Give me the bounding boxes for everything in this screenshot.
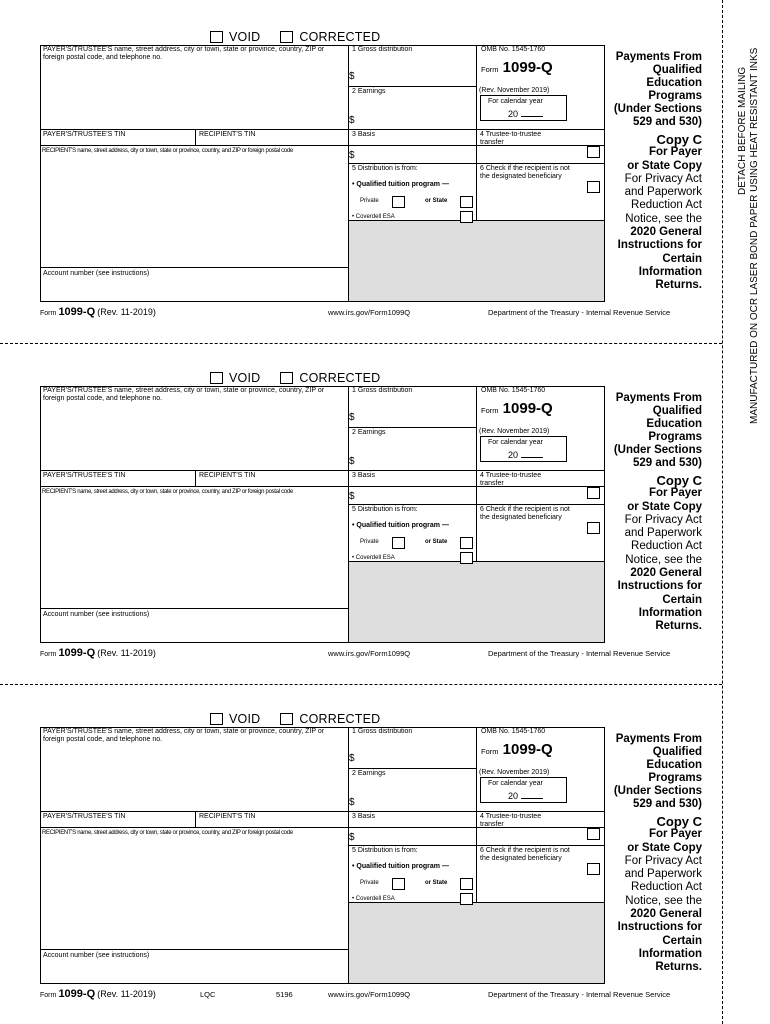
cal-year[interactable]	[508, 109, 543, 119]
footer-rev: (Rev. 11-2019)	[97, 648, 156, 658]
cal-year-label: For calendar year	[488, 98, 543, 105]
recipient-tin-label: RECIPIENT'S TIN	[199, 472, 256, 479]
corrected-checkbox[interactable]	[280, 713, 293, 725]
private-checkbox[interactable]	[392, 537, 405, 549]
footer-dept: Department of the Treasury - Internal Revenue Service	[488, 990, 671, 999]
footer-url[interactable]: www.irs.gov/Form1099Q	[328, 649, 411, 658]
copy-line: Information	[638, 265, 702, 278]
account-label: Account number (see instructions)	[43, 611, 150, 618]
description-line: (Under Sections	[613, 444, 702, 456]
coverdell-checkbox[interactable]	[460, 893, 473, 905]
copy-line: For Privacy Act	[624, 172, 702, 185]
box4-label: 4 Trustee-to-trustee transfer	[480, 131, 542, 146]
box5-label: 5 Distribution is from:	[352, 506, 418, 513]
box5-private-label: Private	[360, 539, 379, 545]
form-header	[210, 370, 400, 386]
footer-form	[40, 306, 156, 318]
footer-url[interactable]: www.irs.gov/Form1099Q	[328, 990, 411, 999]
box6-label: 6 Check if the recipient is not the designated beneficiary	[480, 847, 570, 862]
corrected-label: CORRECTED	[299, 371, 381, 385]
copy-line: For Payer	[648, 487, 702, 500]
copy-line: and Paperwork	[624, 527, 702, 540]
copy-line: Reduction Act	[631, 199, 702, 212]
box2-dollar: $	[349, 115, 355, 126]
copy-line: Copy C	[656, 814, 702, 829]
recipient-name-field[interactable]	[41, 839, 347, 947]
box6-label: 6 Check if the recipient is not the designated beneficiary	[480, 165, 570, 180]
box5-label: 5 Distribution is from:	[352, 847, 418, 854]
void-checkbox[interactable]	[210, 713, 223, 725]
box5-qtp: • Qualified tuition program —	[352, 181, 449, 188]
recipient-tin-label: RECIPIENT'S TIN	[199, 813, 256, 820]
recipient-name-label: RECIPIENT'S name, street address, city or town, state or province, country, and ZIP or foreign postal code	[42, 830, 293, 836]
description-line: Payments From	[615, 733, 702, 745]
form-header	[210, 711, 400, 727]
corrected-checkbox[interactable]	[280, 31, 293, 43]
coverdell-checkbox[interactable]	[460, 211, 473, 223]
box2-label: 2 Earnings	[352, 770, 386, 777]
box5-private-label: Private	[360, 880, 379, 886]
box1-label: 1 Gross distribution	[352, 728, 413, 735]
corrected-label: CORRECTED	[299, 30, 381, 44]
box1-dollar: $	[349, 71, 355, 82]
footer-dept: Department of the Treasury - Internal Revenue Service	[488, 308, 671, 317]
description-line: Education	[646, 759, 702, 771]
box5-state-label: or State	[425, 880, 448, 886]
box1-label: 1 Gross distribution	[352, 46, 413, 53]
description-line: Qualified	[652, 64, 702, 76]
form-description	[614, 51, 702, 129]
copy-line: Certain	[662, 593, 702, 606]
description-line: Programs	[648, 90, 702, 102]
payer-name-field[interactable]	[41, 404, 347, 469]
footer-form-name: 1099-Q	[58, 988, 96, 1000]
omb-number: OMB No. 1545-1760	[481, 46, 546, 53]
box6-checkbox[interactable]	[587, 863, 600, 875]
box1-field[interactable]	[358, 398, 474, 426]
void-checkbox[interactable]	[210, 372, 223, 384]
form-title	[481, 400, 553, 417]
box1-field[interactable]	[358, 57, 474, 85]
footer-code: 5196	[276, 990, 293, 999]
recipient-name-field[interactable]	[41, 498, 347, 606]
box6-checkbox[interactable]	[587, 181, 600, 193]
form-description	[614, 392, 702, 470]
state-checkbox[interactable]	[460, 878, 473, 890]
form-1099q-copy-1	[40, 29, 702, 329]
box5-label: 5 Distribution is from:	[352, 165, 418, 172]
box5-qtp: • Qualified tuition program —	[352, 863, 449, 870]
copy-line: Certain	[662, 252, 702, 265]
recipient-name-label: RECIPIENT'S name, street address, city or town, state or province, country, and ZIP or foreign postal code	[42, 489, 293, 495]
box6-label: 6 Check if the recipient is not the designated beneficiary	[480, 506, 570, 521]
copy-line: Returns.	[655, 620, 702, 633]
copy-line: Instructions for	[617, 921, 702, 934]
box6-checkbox[interactable]	[587, 522, 600, 534]
copy-line: Information	[638, 606, 702, 619]
payer-tin-label: PAYER'S/TRUSTEE'S TIN	[43, 472, 126, 479]
form-title	[481, 741, 553, 758]
account-field[interactable]	[41, 961, 347, 983]
copy-line: For Payer	[648, 828, 702, 841]
payer-name-label: PAYER'S/TRUSTEE'S name, street address, city or town, state or province, country, ZIP or foreign postal code, and telephone no.	[43, 46, 325, 61]
box2-field[interactable]	[358, 99, 474, 128]
state-checkbox[interactable]	[460, 196, 473, 208]
private-checkbox[interactable]	[392, 196, 405, 208]
description-line: 529 and 530)	[632, 116, 702, 128]
account-field[interactable]	[41, 279, 347, 301]
box4-checkbox[interactable]	[587, 828, 600, 840]
description-line: Programs	[648, 431, 702, 443]
account-label: Account number (see instructions)	[43, 270, 150, 277]
description-line: Payments From	[615, 392, 702, 404]
footer-form-prefix: Form	[40, 310, 57, 317]
copy-line: Notice, see the	[625, 553, 702, 566]
cut-line-vertical	[722, 0, 723, 1024]
copy-line: Notice, see the	[625, 212, 702, 225]
copy-line: Reduction Act	[631, 881, 702, 894]
copy-line: Instructions for	[617, 580, 702, 593]
description-line: Education	[646, 418, 702, 430]
copy-line: Certain	[662, 934, 702, 947]
footer-form-name: 1099-Q	[58, 306, 96, 318]
manufactured-text: MANUFACTURED ON OCR LASER BOND PAPER USING HEAT RESISTANT INKS	[749, 47, 760, 424]
box5-coverdell-label: • Coverdell ESA	[352, 555, 395, 561]
box5-coverdell-label: • Coverdell ESA	[352, 214, 395, 220]
copy-line: and Paperwork	[624, 186, 702, 199]
copy-line: and Paperwork	[624, 868, 702, 881]
form-1099q-copy-3	[40, 711, 702, 1011]
cal-year-value: 20	[508, 791, 519, 801]
cal-year-label: For calendar year	[488, 780, 543, 787]
shaded-area	[349, 561, 604, 642]
box1-field[interactable]	[358, 739, 474, 767]
box2-field[interactable]	[358, 781, 474, 810]
box5-private-label: Private	[360, 198, 379, 204]
copy-c-instructions	[618, 474, 702, 634]
copy-line: For Payer	[648, 146, 702, 159]
corrected-checkbox[interactable]	[280, 372, 293, 384]
box5-state-label: or State	[425, 198, 448, 204]
account-label: Account number (see instructions)	[43, 952, 150, 959]
omb-number: OMB No. 1545-1760	[481, 387, 546, 394]
detach-text: DETACH BEFORE MAILING	[737, 66, 748, 195]
form-name: 1099-Q	[502, 741, 553, 758]
copy-c-instructions	[618, 815, 702, 975]
copy-line: For Privacy Act	[624, 854, 702, 867]
footer-rev: (Rev. 11-2019)	[97, 989, 156, 999]
footer-form-prefix: Form	[40, 651, 57, 658]
form-name: 1099-Q	[502, 59, 553, 76]
footer-rev: (Rev. 11-2019)	[97, 307, 156, 317]
copy-line: 2020 General	[630, 908, 702, 921]
box2-field[interactable]	[358, 440, 474, 469]
box4-label: 4 Trustee-to-trustee transfer	[480, 472, 542, 487]
form-1099q-copy-2	[40, 370, 702, 670]
form-prefix: Form	[481, 406, 499, 415]
description-line: 529 and 530)	[632, 457, 702, 469]
payer-name-field[interactable]	[41, 745, 347, 810]
form-title	[481, 59, 553, 76]
cut-line-2	[0, 684, 722, 685]
box3-label: 3 Basis	[352, 813, 375, 820]
box2-dollar: $	[349, 797, 355, 808]
copy-line: Returns.	[655, 961, 702, 974]
copy-line: Instructions for	[617, 239, 702, 252]
description-line: (Under Sections	[613, 103, 702, 115]
void-checkbox[interactable]	[210, 31, 223, 43]
description-line: Programs	[648, 772, 702, 784]
footer-form	[40, 647, 156, 659]
form-footer	[40, 647, 702, 659]
box2-label: 2 Earnings	[352, 429, 386, 436]
cal-year-value: 20	[508, 450, 519, 460]
form-footer	[40, 306, 702, 318]
box3-dollar: $	[349, 832, 355, 843]
box3-dollar: $	[349, 491, 355, 502]
payer-tin-label: PAYER'S/TRUSTEE'S TIN	[43, 813, 126, 820]
private-checkbox[interactable]	[392, 878, 405, 890]
cal-year-label: For calendar year	[488, 439, 543, 446]
void-label: VOID	[229, 371, 261, 385]
box1-dollar: $	[349, 753, 355, 764]
payer-name-field[interactable]	[41, 63, 347, 128]
shaded-area	[349, 902, 604, 983]
payer-tin-label: PAYER'S/TRUSTEE'S TIN	[43, 131, 126, 138]
form-prefix: Form	[481, 747, 499, 756]
void-label: VOID	[229, 712, 261, 726]
description-line: Education	[646, 77, 702, 89]
box4-checkbox[interactable]	[587, 146, 600, 158]
footer-form-prefix: Form	[40, 992, 57, 999]
footer-url[interactable]: www.irs.gov/Form1099Q	[328, 308, 411, 317]
cut-line-1	[0, 343, 722, 344]
copy-line: Copy C	[656, 132, 702, 147]
box1-label: 1 Gross distribution	[352, 387, 413, 394]
footer-form-name: 1099-Q	[58, 647, 96, 659]
recipient-name-field[interactable]	[41, 157, 347, 265]
copy-line: Returns.	[655, 279, 702, 292]
form-description	[614, 733, 702, 811]
box4-label: 4 Trustee-to-trustee transfer	[480, 813, 542, 828]
shaded-area	[349, 220, 604, 301]
copy-line: or State Copy	[627, 159, 702, 172]
copy-line: or State Copy	[627, 841, 702, 854]
corrected-label: CORRECTED	[299, 712, 381, 726]
revision: (Rev. November 2019)	[479, 428, 550, 435]
footer-form	[40, 988, 156, 1000]
copy-line: 2020 General	[630, 226, 702, 239]
box1-dollar: $	[349, 412, 355, 423]
description-line: Qualified	[652, 746, 702, 758]
copy-line: Information	[638, 947, 702, 960]
box3-dollar: $	[349, 150, 355, 161]
copy-line: or State Copy	[627, 500, 702, 513]
box2-label: 2 Earnings	[352, 88, 386, 95]
side-notice	[735, 40, 770, 440]
cal-year[interactable]	[508, 450, 543, 460]
description-line: Qualified	[652, 405, 702, 417]
recipient-tin-label: RECIPIENT'S TIN	[199, 131, 256, 138]
box4-checkbox[interactable]	[587, 487, 600, 499]
footer-lqc: LQC	[200, 990, 216, 999]
void-label: VOID	[229, 30, 261, 44]
cal-year-value: 20	[508, 109, 519, 119]
description-line: 529 and 530)	[632, 798, 702, 810]
description-line: (Under Sections	[613, 785, 702, 797]
copy-line: Reduction Act	[631, 540, 702, 553]
recipient-name-label: RECIPIENT'S name, street address, city or town, state or province, country, and ZIP or foreign postal code	[42, 148, 293, 154]
copy-line: Notice, see the	[625, 894, 702, 907]
revision: (Rev. November 2019)	[479, 769, 550, 776]
box3-label: 3 Basis	[352, 472, 375, 479]
box2-dollar: $	[349, 456, 355, 467]
box5-state-label: or State	[425, 539, 448, 545]
form-header	[210, 29, 400, 45]
footer-dept: Department of the Treasury - Internal Revenue Service	[488, 649, 671, 658]
copy-line: 2020 General	[630, 567, 702, 580]
form-prefix: Form	[481, 65, 499, 74]
copy-c-instructions	[618, 133, 702, 293]
omb-number: OMB No. 1545-1760	[481, 728, 546, 735]
copy-line: For Privacy Act	[624, 513, 702, 526]
box3-label: 3 Basis	[352, 131, 375, 138]
cal-year[interactable]	[508, 791, 543, 801]
description-line: Payments From	[615, 51, 702, 63]
payer-name-label: PAYER'S/TRUSTEE'S name, street address, city or town, state or province, country, ZIP or foreign postal code, and telephone no.	[43, 387, 325, 402]
form-name: 1099-Q	[502, 400, 553, 417]
copy-line: Copy C	[656, 473, 702, 488]
payer-name-label: PAYER'S/TRUSTEE'S name, street address, city or town, state or province, country, ZIP or foreign postal code, and telephone no.	[43, 728, 325, 743]
account-field[interactable]	[41, 620, 347, 642]
revision: (Rev. November 2019)	[479, 87, 550, 94]
form-footer	[40, 988, 702, 1000]
state-checkbox[interactable]	[460, 537, 473, 549]
coverdell-checkbox[interactable]	[460, 552, 473, 564]
box5-coverdell-label: • Coverdell ESA	[352, 896, 395, 902]
box5-qtp: • Qualified tuition program —	[352, 522, 449, 529]
